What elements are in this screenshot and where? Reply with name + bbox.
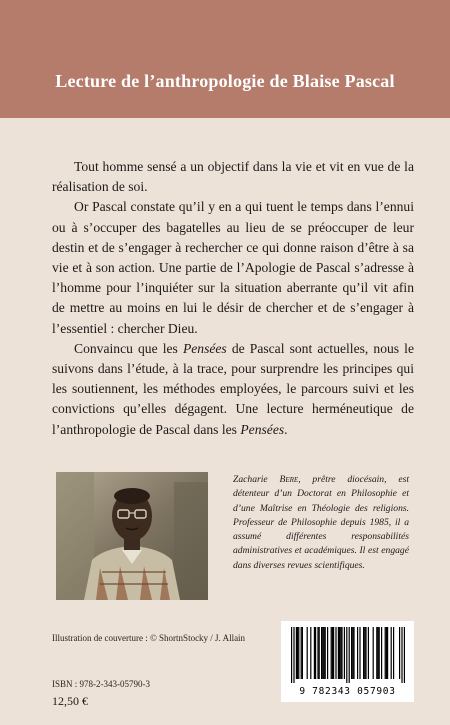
barcode-bar	[321, 627, 322, 679]
barcode-bar	[363, 627, 364, 679]
barcode-bar	[379, 627, 380, 679]
barcode-bar	[359, 627, 360, 679]
barcode-bar	[317, 627, 318, 679]
back-cover-summary	[52, 157, 414, 440]
barcode-bar	[381, 627, 382, 679]
barcode-bar	[301, 627, 302, 679]
barcode-bar	[404, 627, 405, 683]
barcode-bar	[365, 627, 366, 679]
author-last-name: Bere	[279, 474, 299, 485]
summary-text: de Pascal sont actuelles, nous le suivons dans l’étude, à la trace, pour surprendre les principes qui les soutiennent, les méthodes employées, le parcours suivi et les convictions qu’elles dégagent. Une lecture herméneutique de l’anthropologie de Pascal dans les	[52, 340, 414, 437]
barcode-bar	[351, 627, 352, 679]
barcode-bar	[339, 627, 340, 679]
barcode-bar	[314, 627, 315, 679]
barcode-bar	[340, 627, 341, 679]
barcode-bar	[353, 627, 354, 679]
barcode-bar	[364, 627, 365, 679]
barcode-bar	[393, 627, 394, 679]
summary-text: Convaincu que les	[74, 340, 183, 356]
barcode-bar	[310, 627, 311, 679]
barcode-bars	[281, 621, 414, 687]
barcode-bar	[297, 627, 298, 679]
summary-paragraph-2: Or Pascal constate qu’il y en a qui tuent le temps dans l’ennui ou à s’occuper des bagatelles au lieu de se préoccuper de leur destin et de s’engager à rechercher ce qui donne raison d’être à sa vie et à son action. Une partie de l’Apologie de Pascal s’adresse à l’homme pour l’inquiéter sur la situation aberrante qu’il vit afin de mettre au moins en lui le désir de chercher et de s’engager à l’essentiel : chercher Dieu.	[52, 199, 414, 336]
barcode-bar	[349, 627, 350, 683]
barcode-bar	[399, 627, 400, 679]
work-title: Pensées	[240, 421, 285, 437]
barcode-bar	[385, 627, 386, 679]
barcode-bar	[352, 627, 353, 679]
barcode-bar	[368, 627, 369, 679]
barcode-bar	[357, 627, 358, 679]
barcode-bar	[335, 627, 336, 679]
work-title: Pensées	[182, 340, 227, 356]
barcode-bar	[373, 627, 374, 679]
barcode-digits: 9 782343 057903	[299, 686, 396, 697]
barcode-bar	[401, 627, 402, 683]
cover-top-band	[0, 0, 450, 118]
book-title: Lecture de l’anthropologie de Blaise Pascal	[55, 71, 395, 91]
barcode-bar	[341, 627, 342, 679]
barcode-bar	[333, 627, 334, 679]
barcode-bar	[293, 627, 294, 683]
barcode	[281, 621, 414, 702]
barcode-bar	[377, 627, 378, 679]
price: 12,50 €	[52, 694, 88, 708]
barcode-bar	[338, 627, 339, 679]
barcode-bar	[391, 627, 392, 679]
summary-paragraph-1: Tout homme sensé a un objectif dans la vie et vit en vue de la réalisation de soi.	[52, 159, 414, 195]
barcode-bar	[296, 627, 297, 679]
barcode-bar	[319, 627, 320, 679]
illustration-credit: Illustration de couverture : © ShortnStocky / J. Allain	[52, 633, 246, 643]
author-first-name: Zacharie	[233, 474, 280, 485]
barcode-bar	[323, 627, 324, 679]
barcode-bar	[325, 627, 326, 679]
barcode-bar	[346, 627, 347, 683]
author-photo-image	[56, 472, 208, 600]
barcode-bar	[291, 627, 292, 683]
author-bio	[233, 473, 409, 573]
barcode-bar	[387, 627, 388, 679]
barcode-bar	[302, 627, 303, 679]
author-photo	[56, 472, 208, 600]
barcode-bar	[344, 627, 345, 679]
barcode-bar	[298, 627, 299, 679]
barcode-bar	[386, 627, 387, 679]
barcode-bar	[376, 627, 377, 679]
barcode-bar	[332, 627, 333, 679]
barcode-bar	[327, 627, 328, 679]
barcode-bar	[322, 627, 323, 679]
summary-paragraph-3	[52, 339, 414, 440]
barcode-bar	[331, 627, 332, 679]
barcode-bar	[315, 627, 316, 679]
summary-text: .	[284, 421, 288, 437]
author-bio-text: , prêtre diocésain, est détenteur d’un Doctorat en Philosophie et d’une Maîtrise en Théologie des religions. Professeur de Philosophie depuis 1985, il a assumé différentes responsabilités administratives et académiques. Il est engagé dans diverses revues scientifiques.	[233, 474, 409, 571]
barcode-bar	[307, 627, 308, 679]
isbn: ISBN : 978-2-343-05790-3	[52, 679, 150, 689]
